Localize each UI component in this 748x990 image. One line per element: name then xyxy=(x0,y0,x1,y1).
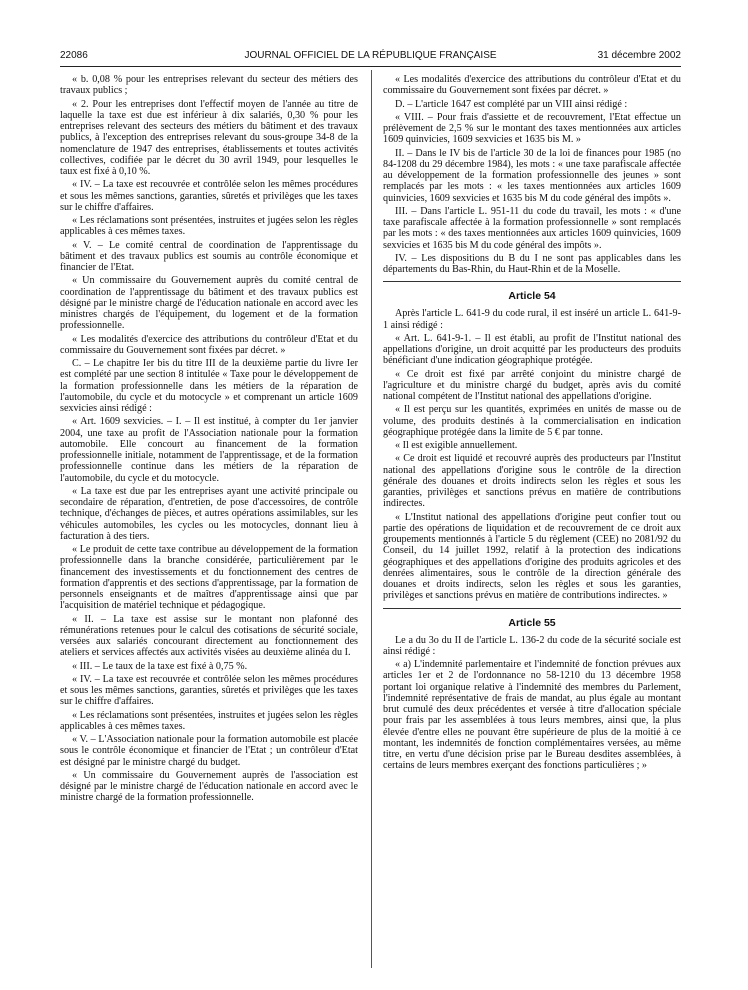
article-separator xyxy=(383,281,681,282)
paragraph: « Les réclamations sont présentées, instruites et jugées selon les règles applicables à ces mêmes taxes. xyxy=(60,709,358,732)
page-number: 22086 xyxy=(60,50,88,61)
paragraph: « Art. L. 641-9-1. – Il est établi, au profit de l'Institut national des appellations d'origine, un droit acquitté par les producteurs des produits bénéficiant d'une indication géographique protégée. xyxy=(383,332,681,367)
paragraph: « V. – Le comité central de coordination de l'apprentissage du bâtiment et des travaux publics est soumis au contrôle économique et financier de l'Etat. xyxy=(60,239,358,273)
paragraph: II. – Dans le IV bis de l'article 30 de la loi de finances pour 1985 (no 84-1208 du 29 décembre 1984), les mots : « une taxe parafiscale affectée au développement de la formation professionnelle des jeunes » sont remplacés par les mots : « les taxes mentionnées aux articles 1609 quinvicies, 1609 sexvicies et 1635 bis M du code général des impôts ». xyxy=(383,147,681,204)
publication-date: 31 décembre 2002 xyxy=(597,50,681,61)
paragraph: « V. – L'Association nationale pour la formation automobile est placée sous le contrôle économique et financier de l'Etat ; un contrôleur d'Etat est désigné par le ministre chargé du budget. xyxy=(60,734,358,768)
paragraph: Le a du 3o du II de l'article L. 136-2 du code de la sécurité sociale est ainsi rédigé : xyxy=(383,634,681,657)
article-separator xyxy=(383,608,681,609)
paragraph: « III. – Le taux de la taxe est fixé à 0,75 %. xyxy=(72,660,248,672)
paragraph: « Ce droit est fixé par arrêté conjoint du ministre chargé de l'agriculture et du ministre chargé du budget, après avis du comité national compétent de l'Institut national des appellations d'origine. xyxy=(383,368,681,402)
paragraph: « IV. – La taxe est recouvrée et contrôlée selon les mêmes procédures et sous les mêmes sanctions, garanties, sûretés et privilèges que les taxes sur le chiffre d'affaires. xyxy=(60,673,358,708)
article-55-heading: Article 55 xyxy=(508,616,556,629)
header-rule xyxy=(60,66,681,67)
paragraph: Après l'article L. 641-9 du code rural, il est inséré un article L. 641-9-1 ainsi rédigé : xyxy=(383,308,681,331)
paragraph: « Le produit de cette taxe contribue au développement de la formation professionnelle dans la branche considérée, particulièrement par le financement des investissements et du fonctionnement des centres de formation d'apprentis et des sections d'apprentissage, par la formation de personnels enseignants et de maîtres d'apprentissage ainsi que par l'acquisition de matériel technique et pédagogique. xyxy=(60,544,358,612)
paragraph: « Art. 1609 sexvicies. – I. – Il est institué, à compter du 1er janvier 2004, une taxe au profit de l'Association nationale pour la formation automobile. Elle concourt au financement de la formation professionnelle initiale, notamment de l'apprentissage, et de la formation professionnelle continue dans les métiers de la réparation de l'automobile, du cycle et du motocycle. xyxy=(60,416,358,484)
paragraph: C. – Le chapitre Ier bis du titre III de la deuxième partie du livre Ier est complété par une section 8 intitulée « Taxe pour le développement de la formation professionnelle dans les métiers de la réparation de l'automobile, du cycle et du motocycle » et comprenant un article 1609 sexvicies ainsi rédigé : xyxy=(60,358,358,414)
paragraph: D. – L'article 1647 est complété par un VIII ainsi rédigé : xyxy=(395,98,628,110)
paragraph: « Ce droit est liquidé et recouvré auprès des producteurs par l'Institut national des appellations d'origine sous le contrôle de la direction générale des douanes et droits indirects selon les règles et sous les garanties, privilèges et sanctions prévus en matière de contributions indirectes. xyxy=(383,453,681,510)
paragraph: « b. 0,08 % pour les entreprises relevant du secteur des métiers des travaux publics ; xyxy=(60,74,358,97)
paragraph: « Un commissaire du Gouvernement auprès du comité central de coordination de l'apprentissage du bâtiment et des travaux publics est désigné par le ministre chargé de l'éducation nationale en accord avec les ministres chargés de l'équipement, du logement et de la formation professionnelle. xyxy=(60,275,358,332)
column-divider xyxy=(371,70,372,968)
paragraph: IV. – Les dispositions du B du I ne sont pas applicables dans les départements du Bas-Rhin, du Haut-Rhin et de la Moselle. xyxy=(383,252,681,275)
paragraph: III. – Dans l'article L. 951-11 du code du travail, les mots : « d'une taxe parafiscale affectée à la formation professionnelle » sont remplacés par les mots : « des taxes mentionnées aux articles 1609 quinvicies, 1609 sexvicies et 1635 bis M du code général des impôts ». xyxy=(383,205,681,251)
paragraph: « 2. Pour les entreprises dont l'effectif moyen de l'année au titre de laquelle la taxe est due est inférieur à dix salariés, 0,30 % pour les entreprises relevant des secteurs des métiers du bâtiment et des travaux publics, à l'exception des entreprises relevant du sous-groupe 34-8 de la nomenclature de 1947 des entreprises, établissements et toutes activités collectives, codifiée par le décret du 30 avril 1949, pour lesquelles le taux est fixé à 0,10 %. xyxy=(60,98,358,177)
paragraph: « Les modalités d'exercice des attributions du contrôleur d'Etat et du commissaire du Gouvernement sont fixées par décret. » xyxy=(60,333,358,356)
paragraph: « IV. – La taxe est recouvrée et contrôlée selon les mêmes procédures et sous les mêmes sanctions, garanties, sûretés et privilèges que les taxes sur le chiffre d'affaires. xyxy=(60,179,358,213)
journal-title: JOURNAL OFFICIEL DE LA RÉPUBLIQUE FRANÇAISE xyxy=(244,50,497,61)
right-column xyxy=(383,74,681,972)
paragraph: « Il est exigible annuellement. xyxy=(395,440,518,451)
paragraph: « VIII. – Pour frais d'assiette et de recouvrement, l'Etat effectue un prélèvement de 2,5 % sur le montant des taxes mentionnées aux articles 1609 quinvicies, 1609 sexvicies et 1635 bis M. » xyxy=(383,111,681,146)
paragraph: « Les modalités d'exercice des attributions du contrôleur d'Etat et du commissaire du Gouvernement sont fixées par décret. » xyxy=(383,74,681,97)
paragraph: « II. – La taxe est assise sur le montant non plafonné des rémunérations retenues pour le calcul des cotisations de sécurité sociale, versées aux salariés concourant directement au fonctionnement des ateliers et services affectés aux activités visées au deuxième alinéa du I. xyxy=(60,613,358,659)
paragraph: « L'Institut national des appellations d'origine peut confier tout ou partie des opérations de liquidation et de recouvrement de ce droit aux groupements mentionnés à l'article 5 du règlement (CEE) no 2081/92 du Conseil, du 14 juillet 1992, relatif à la protection des indications géographiques et des appellations d'origine des produits agricoles et des denrées alimentaires, sous le contrôle de la direction générale des douanes et droits indirects, selon les règles et sous les garanties, privilèges et sanctions prévus en matière de contributions indirectes. » xyxy=(383,511,681,602)
paragraph: « La taxe est due par les entreprises ayant une activité principale ou secondaire de réparation, d'entretien, de pose d'accessoires, de contrôle technique, d'échanges de pièces, et autres opérations assimilables, sur les véhicules automobiles, les cycles ou les motocycles, donnant lieu à facturation à des tiers. xyxy=(60,485,358,542)
left-column xyxy=(60,74,358,972)
paragraph: « Les réclamations sont présentées, instruites et jugées selon les règles applicables à ces mêmes taxes. xyxy=(60,215,358,238)
paragraph: « Il est perçu sur les quantités, exprimées en unités de masse ou de volume, des produits destinés à la commercialisation en indication géographique protégée dans la limite de 5 € par tonne. xyxy=(383,404,681,438)
paragraph: « a) L'indemnité parlementaire et l'indemnité de fonction prévues aux articles 1er et 2 de l'ordonnance no 58-1210 du 13 décembre 1958 portant loi organique relative à l'indemnité des membres du Parlement, l'indemnité représentative de frais de mandat, au plus égale au montant brut cumulé des deux précédentes et versée à titre d'allocation spéciale pour frais par les assemblées à tous leurs membres, ainsi que, la plus élevée d'entre elles ne pouvant être supérieure de plus de la moitié à ce montant, les indemnités de fonction complémentaires versées, au même titre, en vertu d'une décision prise par le Bureau desdites assemblées, à certains de leurs membres exerçant des fonctions particulières ; » xyxy=(383,659,681,772)
paragraph: « Un commissaire du Gouvernement auprès de l'association est désigné par le ministre chargé de l'éducation nationale en accord avec le ministre chargé de la formation professionnelle. xyxy=(60,769,358,804)
page-header xyxy=(60,48,681,64)
article-54-heading: Article 54 xyxy=(508,290,556,303)
